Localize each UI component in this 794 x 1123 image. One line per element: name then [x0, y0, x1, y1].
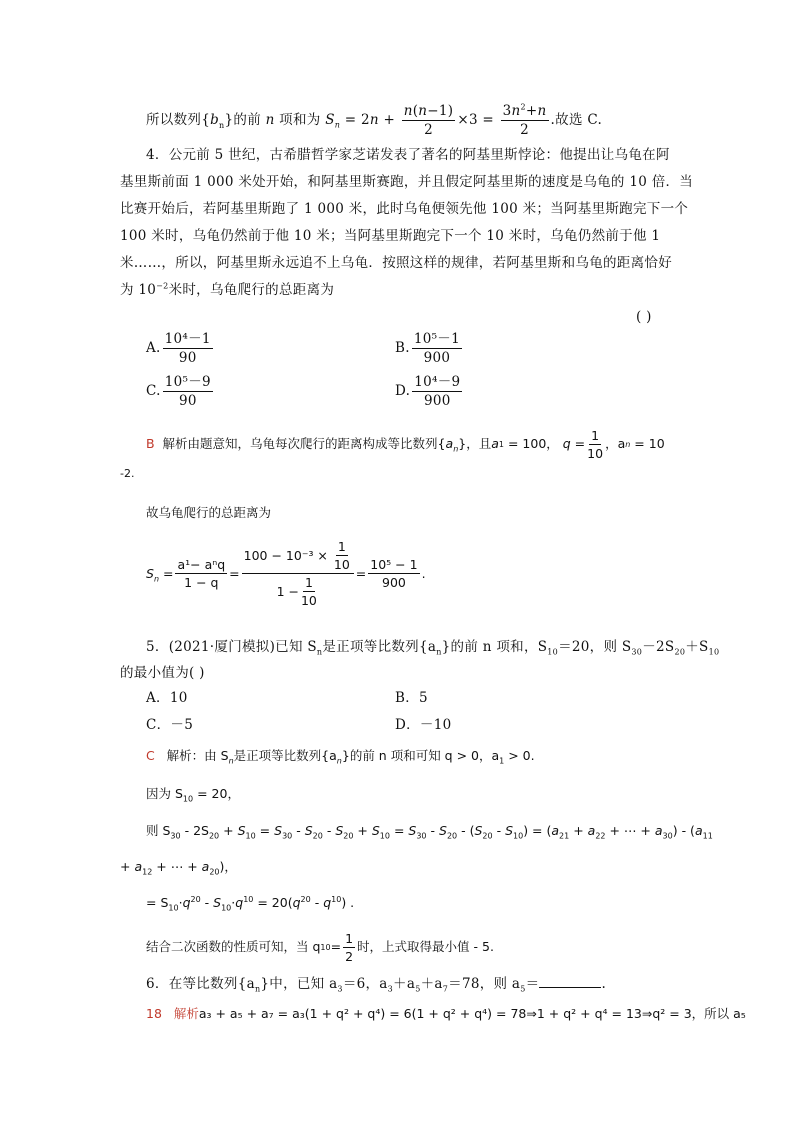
numerator: 10⁵－9	[163, 375, 213, 392]
text-seg: }中，已知 a	[260, 976, 338, 992]
continuation: -2.	[120, 467, 135, 480]
fraction	[412, 375, 462, 408]
answer-value: 18	[146, 1006, 162, 1021]
text-seg: 因为 S	[146, 786, 183, 801]
option-label: C.	[146, 382, 161, 399]
numerator: 1	[336, 540, 348, 556]
text-seg: 6．在等比数列{a	[146, 976, 255, 992]
q4-line-3: 比赛开始后，若阿基里斯跑了 1 000 米，此时乌龟便领先他 100 米；当阿基里斯跑完下一个	[120, 201, 689, 217]
text-seg: 项和为	[274, 112, 326, 129]
denominator: 90	[178, 350, 197, 367]
fraction: $\frac{3n^2+n}{2}$	[502, 102, 547, 139]
text-seg: = 20，	[197, 786, 240, 801]
q5-because: 因为 $S_{10} = 20$，	[146, 786, 240, 804]
text-seg: 为 10	[120, 282, 157, 298]
fraction	[175, 558, 227, 589]
text-seg: ＝6，a	[342, 976, 388, 992]
numerator: 10⁴－1	[163, 332, 213, 349]
fraction	[368, 558, 419, 589]
q5-derivation-2: + $a_{12}$ + ⋯ + $a_{20}$)，	[120, 859, 237, 877]
sub-n: n	[219, 120, 225, 130]
option-label: D.	[395, 382, 411, 399]
text-seg: ＋a	[393, 976, 416, 992]
q4-line-1: 4．公元前 5 世纪，古希腊哲学家芝诺发表了著名的阿基里斯悖论：他提出让乌龟在阿	[146, 147, 670, 163]
total-distance-label: 故乌龟爬行的总距离为	[146, 505, 272, 520]
q4-line-2: 基里斯前面 1 000 米处开始，和阿基里斯赛跑，并且假定阿基里斯的速度是乌龟的 10 倍．当	[120, 174, 694, 190]
var-n: n	[265, 112, 275, 129]
q5-option-b: B．5	[395, 690, 428, 706]
text-seg: }的前	[224, 112, 266, 129]
summary-line: 所以数列$\{b_n\}$的前 n 项和为 $S_n = 2n$ + $\frac{n(n-1)}{2}$ ×3 = $\frac{3n^2+n}{2}$ .故选 C.	[146, 102, 603, 139]
option-label: A.	[146, 339, 161, 356]
numerator: 1	[303, 576, 315, 592]
text-seg: ＝78，则 a	[448, 976, 521, 992]
text-seg: > 0.	[508, 748, 535, 763]
fraction	[163, 375, 213, 408]
analysis-label: 解析：	[166, 748, 205, 763]
denominator: 1 −	[276, 584, 299, 600]
text-seg: ，a	[605, 436, 626, 452]
sum-formula: $S_n$ = $\frac{\text{a¹− aⁿq}}{1 - q}$ = 100 − 10⁻³ × $\frac{1}{10}$ 1 − $\frac{1}{10}$ = $\frac{\text{10⁵ − 1}}{900}$ .	[146, 539, 426, 609]
numerator: 10⁵－1	[412, 332, 462, 349]
text-seg: 结合二次函数的性质可知，当 q	[146, 939, 321, 955]
text-seg: 是正项等比数列{a	[322, 639, 437, 655]
q5-option-a: A．10	[146, 690, 188, 706]
exp: −2	[156, 281, 169, 291]
q5-analysis: C 解析：由 $S_n$是正项等比数列$\{a_n\}$的前 n 项和可知 q > 0，$a_1 > 0$.	[146, 748, 535, 766]
text-seg: 时，上式取得最小值 - 5.	[357, 939, 494, 955]
text-seg: - 2S	[184, 823, 209, 838]
denominator: 1 − q	[184, 575, 219, 591]
denominator: 900	[423, 393, 451, 410]
denominator: 10	[300, 593, 317, 609]
option-b	[395, 332, 464, 365]
text-seg: 所以数列{	[146, 112, 211, 129]
q5-conclusion: 结合二次函数的性质可知，当 q 10 = $\frac{1}{2}$ 时，上式取得最小值 - 5.	[146, 931, 494, 965]
q6-analysis	[146, 1008, 746, 1021]
text-seg: ＝20，则 S	[558, 639, 632, 655]
numerator: a¹− aⁿq	[175, 558, 227, 574]
q4-line-6	[120, 281, 335, 298]
fraction	[412, 332, 462, 365]
fraction: $\frac{1}{2}$	[345, 931, 354, 965]
q4-line-4: 100 米时，乌龟仍然前于他 10 米；当阿基里斯跑完下一个 10 米时，乌龟仍然前于他 1	[120, 228, 661, 244]
var-q: q =	[562, 436, 586, 452]
denominator: 90	[178, 393, 197, 410]
text-seg: 由 S	[204, 748, 229, 763]
text-seg: ＋S	[685, 639, 709, 655]
analysis-label: 解析	[173, 1006, 199, 1021]
text-seg: 是正项等比数列{a	[233, 748, 337, 763]
text-seg: }的前 n 项和可知 q > 0，a	[341, 748, 500, 763]
q5-option-d: D．－10	[395, 717, 452, 733]
text-seg: .故选 C.	[550, 112, 603, 129]
q5-derivation-3: = $S_{10}\cdot q^{20} - S_{10}\cdot q^{10} = 20(q^{20} - q^{10})$ .	[146, 894, 355, 913]
fraction	[301, 576, 317, 607]
denominator: 900	[382, 575, 406, 591]
q6-question: 6．在等比数列$\{a_n\}$中，已知 $a_3=6$，$a_3+a_5+a_7=78$，则 $a_5=$ .	[146, 976, 607, 994]
answer-letter: C	[146, 748, 155, 763]
q5-line-2: 的最小值为( )	[120, 665, 205, 681]
fraction	[163, 332, 213, 365]
q5-option-c: C．－5	[146, 717, 194, 733]
q5-line-1: 5．(2021·厦门模拟)已知 $S_n$是正项等比数列$\{a_n\}$的前 n 项和，$S_{10}=20$，则 $S_{30}-2S_{20}+S_{10}$	[146, 639, 720, 657]
option-label: B.	[395, 339, 410, 356]
q4-analysis: B 解析 由题意知，乌龟每次爬行的距离构成等比数列{ $a_n$ }，且 a 1 = 100， q = $\frac{1}{10}$ ，a n = 10	[146, 428, 665, 462]
text-seg: = 100，	[507, 436, 559, 452]
text-seg: = 10	[634, 436, 665, 452]
answer-paren: ( )	[636, 309, 652, 325]
text-seg: ＝	[525, 976, 540, 992]
compound-fraction	[242, 540, 354, 608]
text-seg: ＋a	[420, 976, 443, 992]
var-b: b	[210, 112, 220, 129]
text-seg: 则 S	[146, 823, 171, 838]
analysis-label: 解析	[162, 436, 188, 452]
denominator: 10	[333, 557, 350, 573]
option-c	[146, 375, 215, 408]
text-seg: －2S	[642, 639, 675, 655]
fraction: $\frac{1}{10}$	[587, 428, 604, 462]
analysis-text: a₃ + a₅ + a₇ = a₃(1 + q² + q⁴) = 6(1 + q² + q⁴) = 78⇒1 + q² + q⁴ = 13⇒q² = 3，所以 a₅	[198, 1006, 746, 1021]
answer-letter: B	[146, 436, 155, 452]
text-seg: 米时，乌龟爬行的总距离为	[168, 282, 335, 298]
option-a	[146, 332, 215, 365]
q4-line-5: 米……，所以，阿基里斯永远追不上乌龟．按照这样的规律，若阿基里斯和乌龟的距离恰好	[120, 255, 672, 271]
text-seg: 5．(2021·厦门模拟)已知 S	[146, 639, 317, 655]
numerator: 10⁴－9	[412, 375, 462, 392]
numerator: 10⁵ − 1	[368, 558, 419, 574]
text-seg: 由题意知，乌龟每次爬行的距离构成等比数列{	[187, 436, 446, 452]
fraction	[334, 540, 350, 571]
denominator: 900	[423, 350, 451, 367]
numerator: 100 − 10⁻³ ×	[243, 548, 328, 564]
q5-derivation-1: 则 $S_{30} - 2S_{20} + S_{10} = S_{30} - S_{20} - S_{20} + S_{10} = S_{30} - S_{20} - (S_{20} - S_{10}) = (a_{21} + a_{22}$ + ⋯ + $a_{30}) - (a_{11}$	[146, 823, 713, 841]
option-d	[395, 375, 464, 408]
answer-blank	[539, 975, 601, 988]
text-seg: = S	[146, 895, 169, 910]
text-seg: }，且	[458, 436, 492, 452]
text-seg: }的前 n 项和，S	[441, 639, 548, 655]
fraction: $\frac{n(n-1)}{2}$	[403, 103, 454, 139]
